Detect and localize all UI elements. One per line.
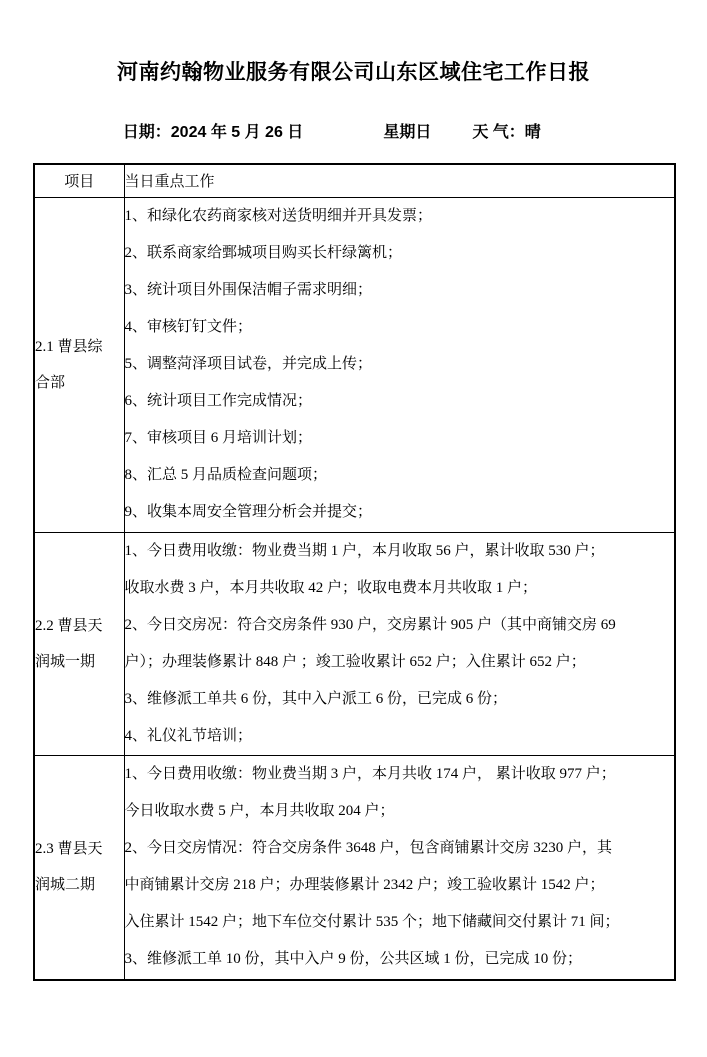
text-line: 润城一期 [35, 653, 96, 670]
text-line: 中商铺累计交房 218 户；办理装修累计 2342 户；竣工验收累计 1542 户； [124, 877, 605, 894]
text-line: 2、今日交房情况：符合交房条件 3648 户，包含商铺累计交房 3230 户，其 [124, 840, 613, 857]
text-line: 2.2 曹县天 [35, 617, 103, 634]
project-cell [34, 532, 124, 755]
table-header-row [34, 164, 675, 197]
text-line: 今日收取水费 5 户，本月共收取 204 户； [124, 803, 395, 820]
text-line: 5、调整菏泽项目试卷，并完成上传； [124, 356, 373, 372]
text-line: 户）；办理装修累计 848 户 ；竣工验收累计 652 户；入住累计 652 户； [124, 653, 586, 670]
date-line [105, 100, 707, 141]
weather-label: 天 气：晴 [472, 124, 541, 141]
text-line: 4、礼仪礼节培训； [124, 727, 253, 744]
page-title: 河南约翰物业服务有限公司山东区域住宅工作日报 [117, 61, 590, 84]
text-line: 润城二期 [35, 877, 96, 894]
text-line: 3、维修派工单 10 份，其中入户 9 份，公共区域 1 份，已完成 10 份； [124, 951, 583, 968]
text-line: 7、审核项目 6 月培训计划； [124, 430, 313, 446]
table-row-caoxian-zongheb [34, 197, 675, 532]
daily-report-page [0, 58, 707, 1057]
text-line: 1、今日费用收缴：物业费当期 1 户，本月收取 56 户，累计收取 530 户； [124, 542, 605, 559]
text-line: 3、统计项目外围保洁帽子需求明细； [124, 282, 373, 298]
table-row-tianruncheng-phase2 [34, 755, 675, 980]
text-line: 收取水费 3 户，本月共收取 42 户；收取电费本月共收取 1 户； [124, 579, 538, 596]
text-line: 入住累计 1542 户；地下车位交付累计 535 个；地下储藏间交付累计 71 间； [124, 914, 620, 931]
report-table [33, 163, 676, 981]
project-cell [34, 755, 124, 980]
work-cell [124, 532, 675, 755]
col-header-work: 当日重点工作 [124, 164, 675, 197]
text-line: 3、维修派工单共 6 份，其中入户派工 6 份，已完成 6 份； [124, 690, 508, 707]
text-line: 2、今日交房况：符合交房条件 930 户，交房累计 905 户（其中商铺交房 69 [124, 616, 616, 633]
date-label: 日期：2024 年 5 月 26 日 [122, 124, 304, 141]
work-cell [124, 755, 675, 980]
text-line: 1、和绿化农药商家核对送货明细并开具发票； [124, 208, 433, 224]
text-line: 2、联系商家给鄄城项目购买长杆绿篱机； [124, 245, 403, 261]
weekday-label: 星期日 [383, 124, 432, 141]
text-line: 8、汇总 5 月品质检查问题项； [124, 467, 328, 483]
text-line: 4、审核钉钉文件； [124, 319, 253, 335]
project-cell [34, 197, 124, 532]
text-line: 2.1 曹县综 [35, 338, 103, 355]
text-line: 2.3 曹县天 [35, 841, 103, 858]
text-line: 1、今日费用收缴：物业费当期 3 户，本月共收 174 户， 累计收取 977 户； [124, 766, 616, 783]
text-line: 合部 [35, 374, 66, 391]
work-cell [124, 197, 675, 532]
table-row-tianruncheng-phase1 [34, 532, 675, 755]
col-header-project: 项目 [34, 164, 124, 197]
text-line: 6、统计项目工作完成情况； [124, 393, 313, 409]
text-line: 9、收集本周安全管理分析会并提交； [124, 504, 373, 520]
